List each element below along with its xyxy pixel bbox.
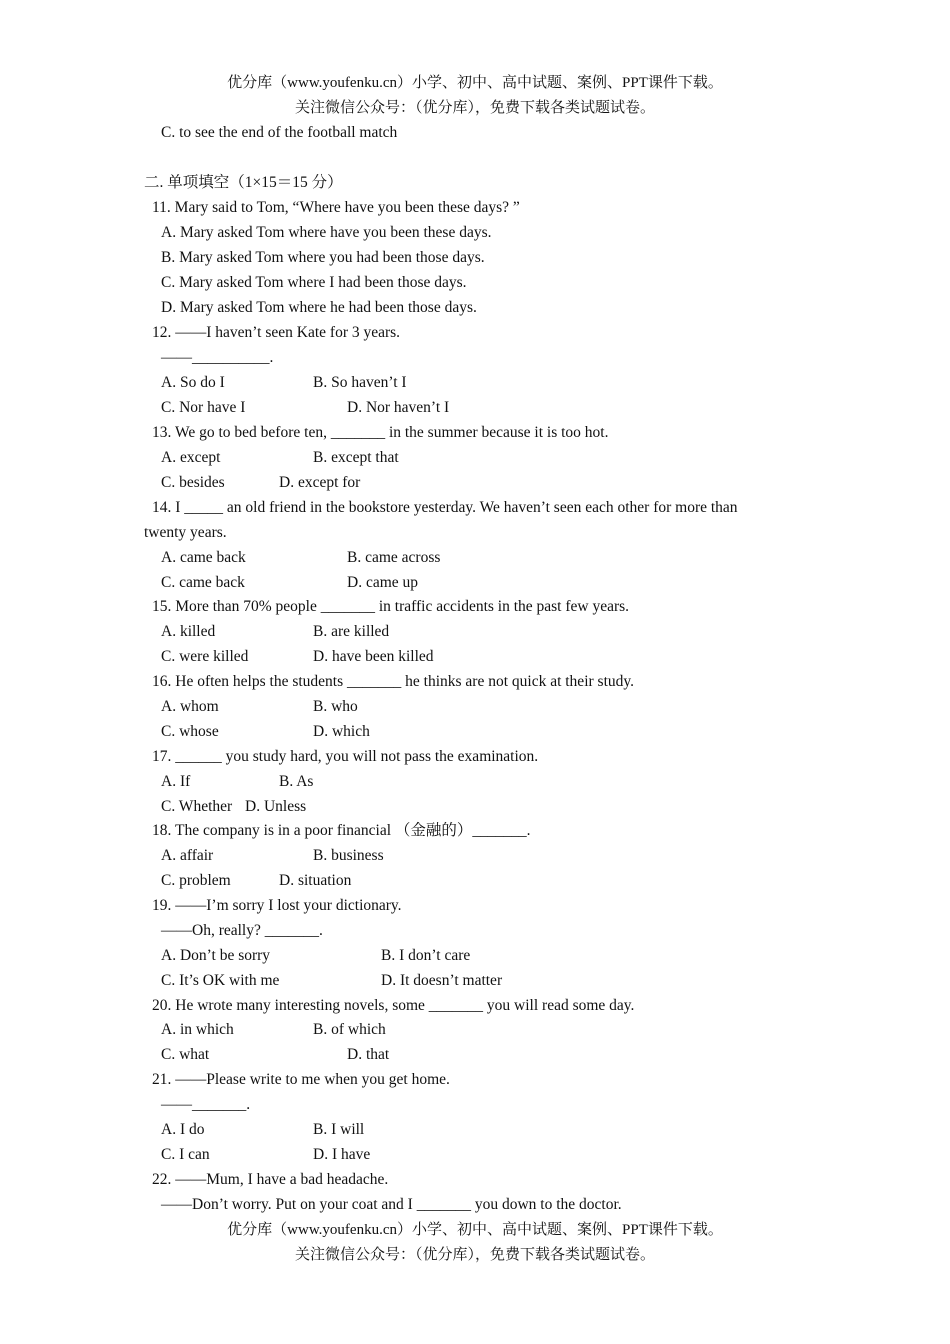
question-11-option-c: C. Mary asked Tom where I had been those days. [161,274,467,291]
question-19-option-d: D. It doesn’t matter [381,972,503,989]
question-19-option-a: A. Don’t be sorry [161,947,271,964]
section-title: 二. 单项填空（1×15＝15 分） [144,174,343,191]
question-13-option-c: C. besides [161,474,225,491]
question-17-stem: 17. ______ you study hard, you will not pass the examination. [152,748,539,765]
question-15-option-c: C. were killed [161,648,249,665]
question-14-stem-continued: twenty years. [144,524,227,541]
question-15-option-a: A. killed [161,623,216,640]
question-12-option-a: A. So do I [161,374,225,391]
question-15-stem: 15. More than 70% people _______ in traffic accidents in the past few years. [152,598,630,615]
question-14-option-b: B. came across [347,549,441,566]
question-12-stem: 12. ――I haven’t seen Kate for 3 years. [152,324,401,341]
question-11-option-b: B. Mary asked Tom where you had been those days. [161,249,485,266]
question-11-stem: 11. Mary said to Tom, “Where have you been these days? ” [152,199,520,216]
question-19-reply: ――Oh, really? _______. [161,922,323,939]
question-20-option-d: D. that [347,1046,390,1063]
question-16-option-d: D. which [313,723,370,740]
question-21-option-c: C. I can [161,1146,210,1163]
question-21-reply: ――_______. [161,1096,251,1113]
question-18-option-d: D. situation [279,872,352,889]
question-19-option-c: C. It’s OK with me [161,972,280,989]
previous-option-c: C. to see the end of the football match [161,124,398,141]
question-14-stem: 14. I _____ an old friend in the bookstore yesterday. We haven’t seen each other for more than [152,499,738,516]
question-21-option-d: D. I have [313,1146,371,1163]
question-14-option-c: C. came back [161,574,245,591]
question-22-stem: 22. ――Mum, I have a bad headache. [152,1171,389,1188]
question-18-stem: 18. The company is in a poor financial （金融的）_______. [152,822,531,839]
question-12-option-c: C. Nor have I [161,399,246,416]
question-14-option-d: D. came up [347,574,419,591]
question-16-option-b: B. who [313,698,358,715]
header-line-1: 优分库（www.youfenku.cn）小学、初中、高中试题、案例、PPT课件下载。 [227,75,723,91]
question-17-option-b: B. As [279,773,314,790]
question-18-option-b: B. business [313,847,384,864]
question-18-option-a: A. affair [161,847,214,864]
question-20-stem: 20. He wrote many interesting novels, some _______ you will read some day. [152,997,635,1014]
question-16-stem: 16. He often helps the students _______ he thinks are not quick at their study. [152,673,634,690]
question-21-stem: 21. ――Please write to me when you get home. [152,1071,450,1088]
question-11-option-d: D. Mary asked Tom where he had been those days. [161,299,477,316]
question-11-option-a: A. Mary asked Tom where have you been these days. [161,224,492,241]
question-17-option-c: C. Whether [161,798,233,815]
question-20-option-c: C. what [161,1046,210,1063]
question-13-stem: 13. We go to bed before ten, _______ in the summer because it is too hot. [152,424,609,441]
question-22-reply: ――Don’t worry. Put on your coat and I _______ you down to the doctor. [161,1196,622,1213]
question-17-option-d: D. Unless [245,798,307,815]
question-12-option-d: D. Nor haven’t I [347,399,450,416]
footer-line-1: 优分库（www.youfenku.cn）小学、初中、高中试题、案例、PPT课件下载。 [227,1222,723,1238]
question-12-option-b: B. So haven’t I [313,374,407,391]
question-19-option-b: B. I don’t care [381,947,471,964]
footer-line-2: 关注微信公众号：（优分库），免费下载各类试题试卷。 [294,1247,655,1263]
question-15-option-d: D. have been killed [313,648,434,665]
question-21-option-a: A. I do [161,1121,205,1138]
question-14-option-a: A. came back [161,549,246,566]
question-15-option-b: B. are killed [313,623,390,640]
question-16-option-c: C. whose [161,723,219,740]
question-20-option-b: B. of which [313,1021,386,1038]
question-12-reply: ――__________. [161,349,274,366]
question-21-option-b: B. I will [313,1121,365,1138]
question-13-option-a: A. except [161,449,221,466]
question-19-stem: 19. ――I’m sorry I lost your dictionary. [152,897,402,914]
question-16-option-a: A. whom [161,698,219,715]
question-17-option-a: A. If [161,773,191,790]
header-line-2: 关注微信公众号：（优分库），免费下载各类试题试卷。 [294,100,655,116]
question-13-option-d: D. except for [279,474,361,491]
question-13-option-b: B. except that [313,449,399,466]
question-20-option-a: A. in which [161,1021,234,1038]
question-18-option-c: C. problem [161,872,231,889]
